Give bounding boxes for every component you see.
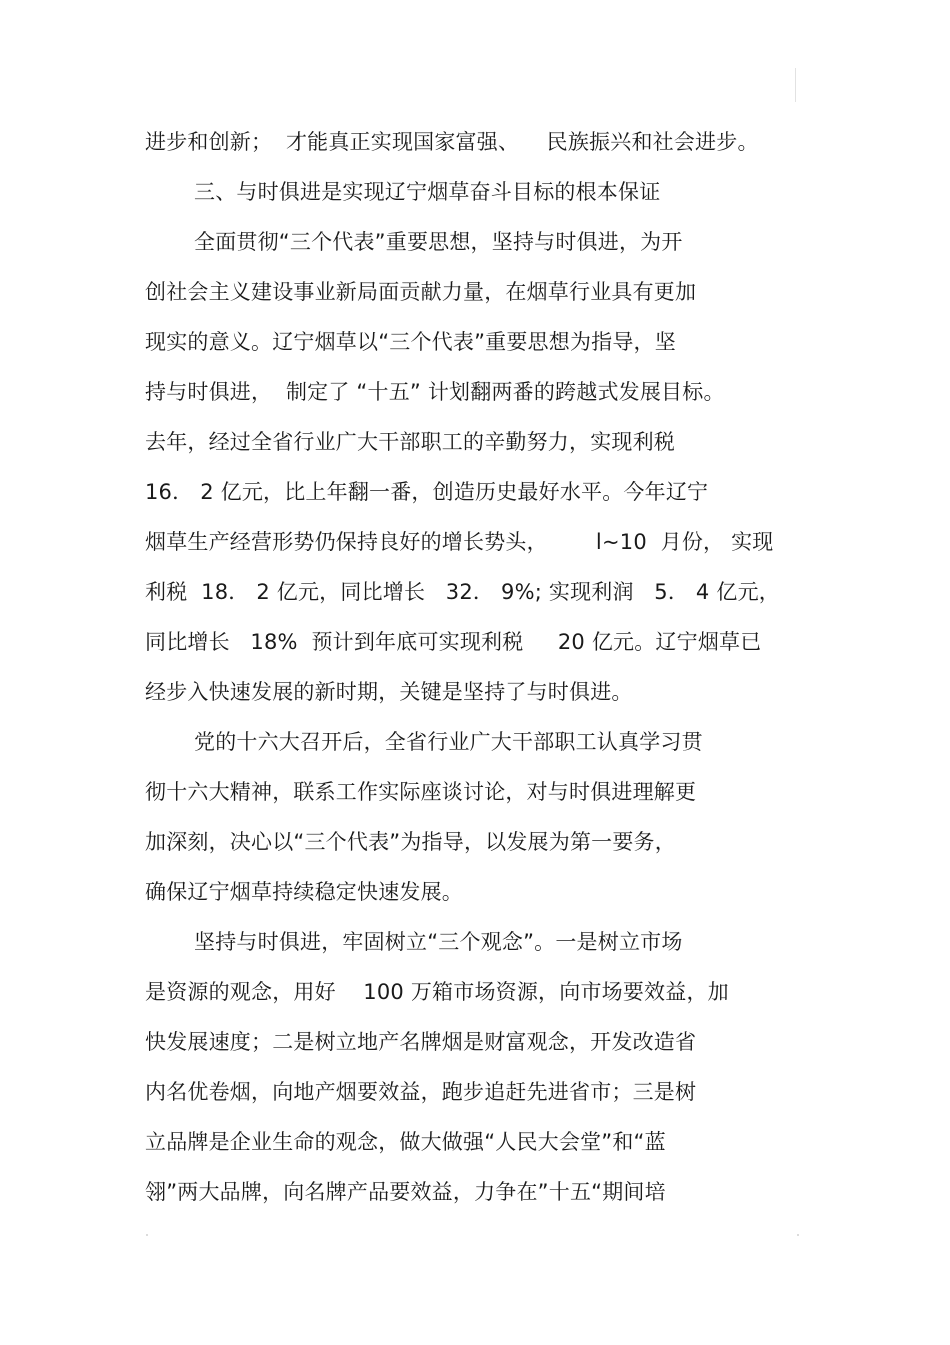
text-line: 加深刻，决心以“三个代表”为指导，以发展为第一要务，	[145, 830, 676, 854]
text-line: 烟草生产经营形势仍保持良好的增长势头， l~10 月份， 实现	[145, 530, 774, 554]
text-line: 全面贯彻“三个代表”重要思想，坚持与时俱进，为开	[194, 230, 683, 254]
text-line: 立品牌是企业生命的观念，做大做强“人民大会堂”和“蓝	[145, 1130, 666, 1154]
text-line: 翎”两大品牌，向名牌产品要效益，力争在”十五“期间培	[145, 1180, 666, 1204]
text-line: 利税 18． 2 亿元，同比增长 32． 9%; 实现利润 5． 4 亿元，	[145, 580, 780, 604]
text-line: 确保辽宁烟草持续稳定快速发展。	[145, 880, 463, 904]
text-line: 内名优卷烟，向地产烟要效益，跑步追赶先进省市；三是树	[145, 1080, 697, 1104]
text-line: 创社会主义建设事业新局面贡献力量，在烟草行业具有更加	[145, 280, 697, 304]
section-heading: 三、与时俱进是实现辽宁烟草奋斗目标的根本保证	[194, 180, 661, 204]
text-line: 党的十六大召开后，全省行业广大干部职工认真学习贯	[194, 730, 703, 754]
text-line: 快发展速度；二是树立地产名牌烟是财富观念，开发改造省	[145, 1030, 697, 1054]
text-line: 去年，经过全省行业广大干部职工的辛勤努力，实现利税	[145, 430, 675, 454]
text-line: 进步和创新； 才能真正实现国家富强、 民族振兴和社会进步。	[145, 130, 759, 154]
scan-dot	[797, 1234, 799, 1236]
text-line: 现实的意义。辽宁烟草以“三个代表”重要思想为指导，坚	[145, 330, 676, 354]
text-line: 坚持与时俱进，牢固树立“三个观念”。一是树立市场	[194, 930, 683, 954]
text-line: 同比增长 18% 预计到年底可实现利税 20 亿元。辽宁烟草已	[145, 630, 762, 654]
text-line: 经步入快速发展的新时期，关键是坚持了与时俱进。	[145, 680, 633, 704]
text-line: 彻十六大精神，联系工作实际座谈讨论，对与时俱进理解更	[145, 780, 697, 804]
text-line: 持与时俱进， 制定了 “十五” 计划翻两番的跨越式发展目标。	[145, 380, 725, 404]
text-line: 是资源的观念，用好 100 万箱市场资源，向市场要效益，加	[145, 980, 729, 1004]
text-line: 16． 2 亿元，比上年翻一番，创造历史最好水平。今年辽宁	[145, 480, 709, 504]
margin-mark	[795, 68, 796, 102]
scan-dot	[146, 1234, 148, 1236]
